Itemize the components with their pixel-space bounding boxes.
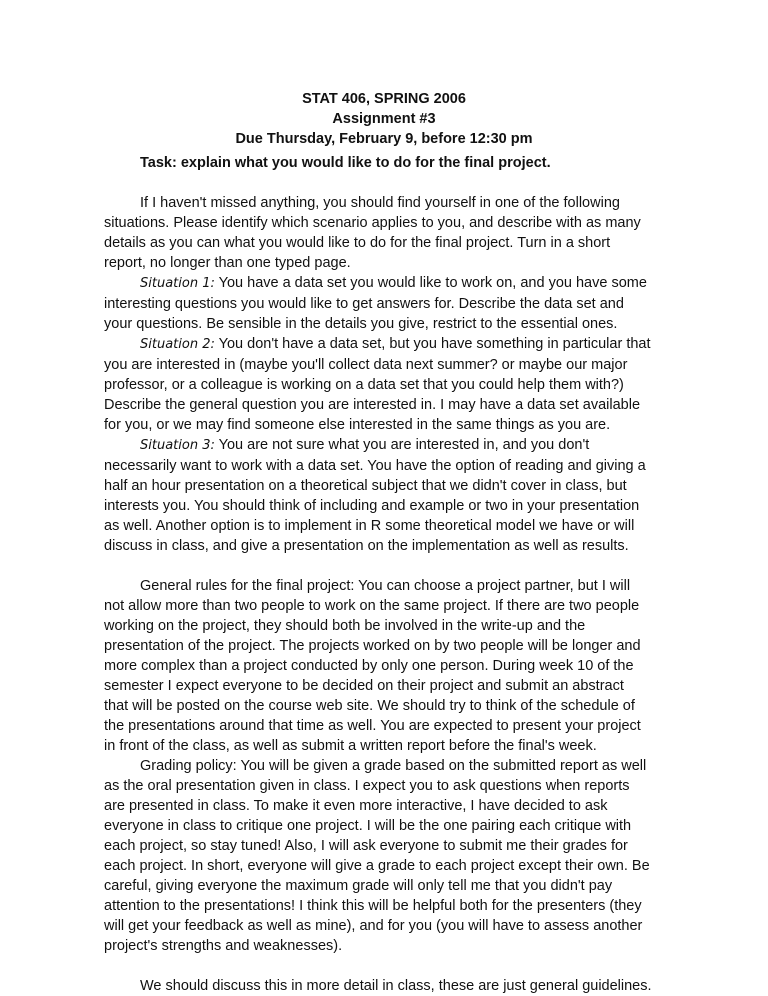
document-header — [0, 89, 768, 149]
situation-3-text: You are not sure what you are interested in, and you don't necessarily want to work with a data set. You have the option of reading and giving a half an hour presentation on a theoretical subject that we didn't cover in class, but interests you. You should think of including and example or two in your presentation as well. Another option is to implement in R some theoretical model we have or will discuss in class, and give a presentation on the implementation as well as results. — [104, 437, 646, 554]
due-date: Due Thursday, February 9, before 12:30 pm — [235, 131, 533, 147]
document-body — [104, 153, 652, 996]
situation-2-text: You don't have a data set, but you have something in particular that you are interested in (maybe you'll collect data next summer? or maybe our major professor, or a colleague is working on a data set that you could help them with?) Describe the general question you are interested in. I may have a data set available for you, or we may find someone else interested in the same things as you are. — [104, 336, 651, 433]
task-statement: Task: explain what you would like to do for the final project. — [140, 155, 551, 171]
situation-1-text: You have a data set you would like to work on, and you have some interesting questions you would like to get answers for. Describe the data set and your questions. Be sensible in the details you give, restrict to the essential ones. — [104, 275, 647, 332]
assignment-title: Assignment #3 — [332, 111, 436, 127]
situation-1-label: Situation 1: — [140, 276, 215, 291]
situation-2-paragraph — [104, 334, 652, 435]
situation-1-paragraph — [104, 273, 652, 334]
closing-paragraph: We should discuss this in more detail in class, these are just general guidelines. — [140, 978, 652, 994]
general-rules-paragraph: General rules for the final project: You can choose a project partner, but I will not allow more than two people to work on the same project. If there are two people working on the project, they should both be involved in the write-up and the presentation of the project. The projects worked on by two people will be longer and more complex than a project conducted by only one person. During week 10 of the semester I expect everyone to be decided on their project and submit an abstract that will be posted on the course web site. We should try to think of the schedule of the presentations around that time as well. You are expected to present your project in front of the class, as well as submit a written report before the final's week. — [104, 578, 641, 754]
situation-2-label: Situation 2: — [140, 337, 215, 352]
grading-policy-paragraph: Grading policy: You will be given a grade based on the submitted report as well as the oral presentation given in class. I expect you to ask questions when reports are presented in class. To make it even more interactive, I have decided to ask everyone in class to critique one project. I will be the one pairing each critique with each project, so stay tuned! Also, I will ask everyone to submit me their grades for each project. In short, everyone will give a grade to each project except their own. Be careful, giving everyone the maximum grade will only tell me that you didn't pay attention to the presentations! I think this will be helpful both for the presenters (they will get your feedback as well as mine), and for you (you will have to assess another project's strengths and weaknesses). — [104, 758, 650, 954]
situation-3-paragraph — [104, 435, 652, 556]
situation-3-label: Situation 3: — [140, 438, 215, 453]
paragraph-gap — [104, 556, 652, 576]
paragraph-gap — [104, 956, 652, 976]
course-title: STAT 406, SPRING 2006 — [302, 91, 466, 107]
intro-paragraph: If I haven't missed anything, you should find yourself in one of the following situations. Please identify which scenario applies to you, and describe with as many details as you can what you would like to do for the final project. Turn in a short report, no longer than one typed page. — [104, 195, 641, 271]
